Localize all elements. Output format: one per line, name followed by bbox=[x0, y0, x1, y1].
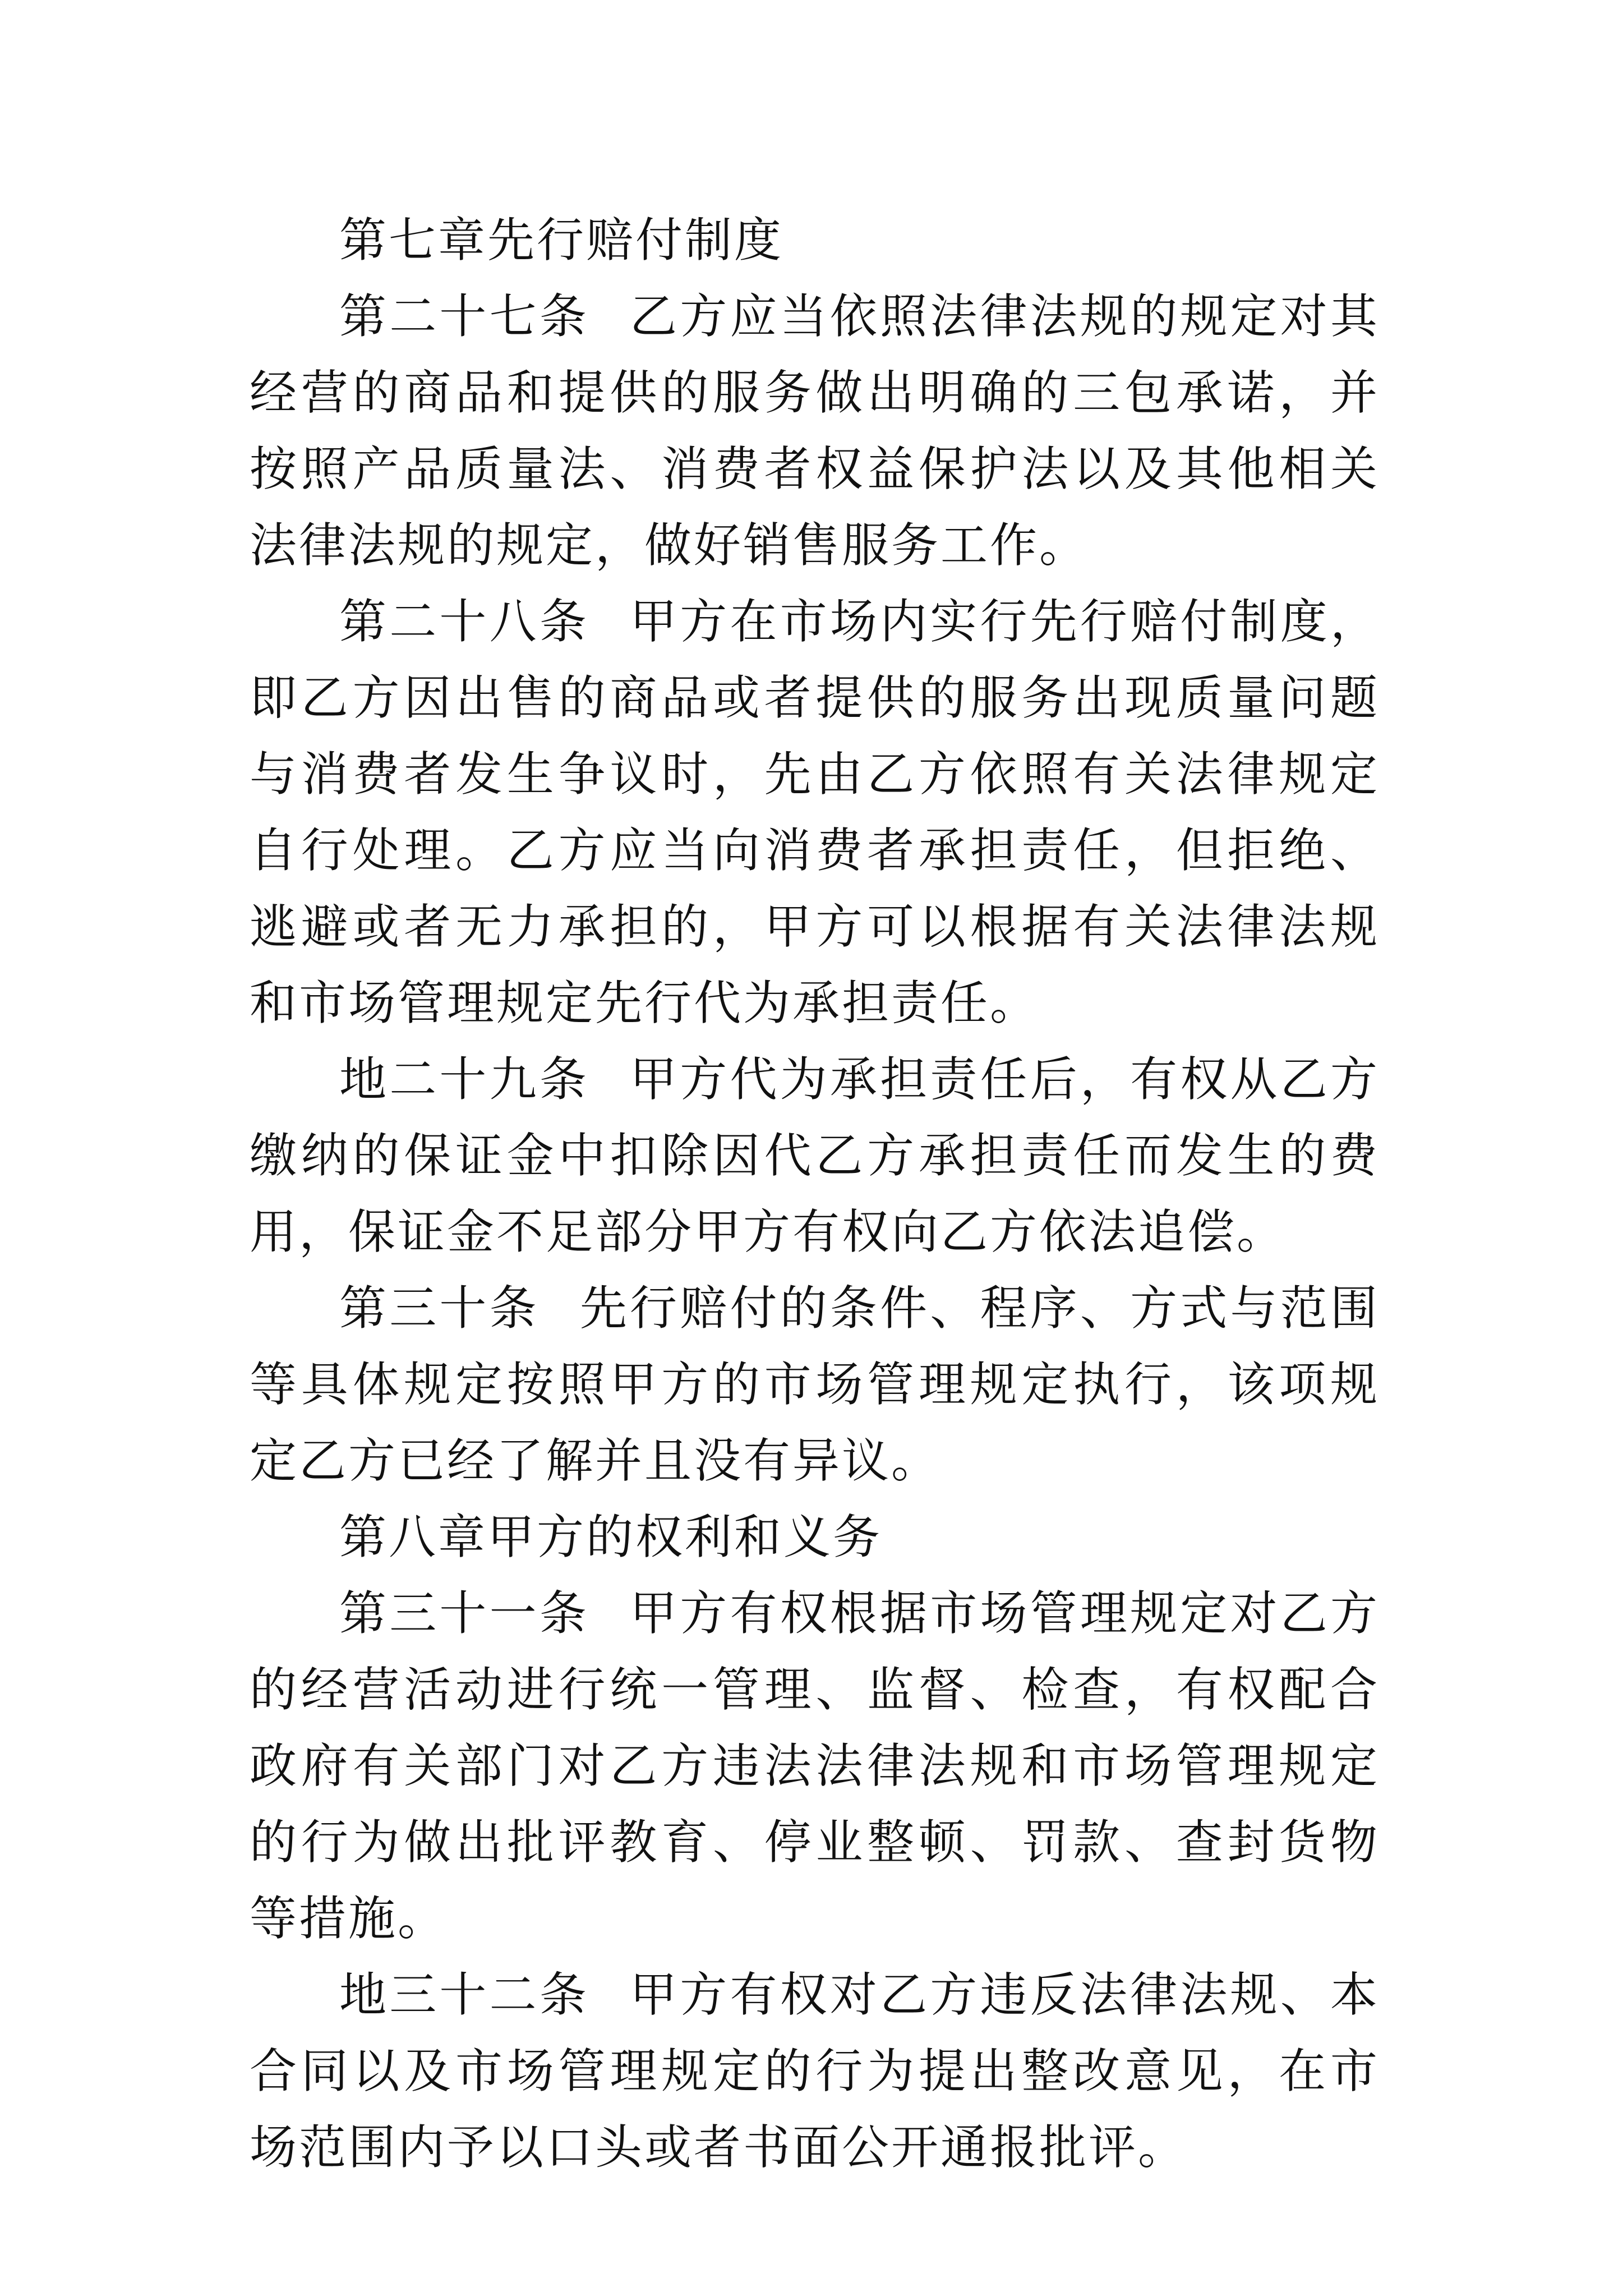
article-number: 地二十九条 bbox=[339, 1052, 590, 1107]
article-27 bbox=[250, 278, 1380, 583]
article-29 bbox=[250, 1041, 1380, 1270]
article-number: 第二十七条 bbox=[339, 289, 590, 344]
article-number: 地三十二条 bbox=[339, 1967, 590, 2022]
article-31 bbox=[250, 1575, 1380, 1957]
article-28 bbox=[250, 583, 1380, 1041]
article-number: 第三十一条 bbox=[339, 1586, 590, 1641]
article-text: 甲方有权根据市场管理规定对乙方的经营活动进行统一管理、监督、检查，有权配合政府有关部门对乙方违法法律法规和市场管理规定的行为做出批评教育、停业整顿、罚款、查封货物等措施。 bbox=[250, 1586, 1380, 1946]
article-number: 第三十条 bbox=[339, 1281, 540, 1336]
article-number: 第二十八条 bbox=[339, 594, 590, 649]
article-text: 甲方在市场内实行先行赔付制度，即乙方因出售的商品或者提供的服务出现质量问题与消费者发生争议时，先由乙方依照有关法律规定自行处理。乙方应当向消费者承担责任，但拒绝、逃避或者无力承担的，甲方可以根据有关法律法规和市场管理规定先行代为承担责任。 bbox=[250, 594, 1380, 1030]
chapter-heading-7: 第七章先行赔付制度 bbox=[339, 213, 784, 268]
article-text: 甲方有权对乙方违反法律法规、本合同以及市场管理规定的行为提出整改意见，在市场范围内予以口头或者书面公开通报批评。 bbox=[250, 1967, 1380, 2175]
article-text: 乙方应当依照法律法规的规定对其经营的商品和提供的服务做出明确的三包承诺，并按照产品质量法、消费者权益保护法以及其他相关法律法规的规定，做好销售服务工作。 bbox=[250, 289, 1380, 573]
article-text: 先行赔付的条件、程序、方式与范围等具体规定按照甲方的市场管理规定执行，该项规定乙方已经了解并且没有异议。 bbox=[250, 1281, 1380, 1488]
article-32 bbox=[250, 1957, 1380, 2185]
document-page bbox=[250, 202, 1380, 2185]
article-text: 甲方代为承担责任后，有权从乙方缴纳的保证金中扣除因代乙方承担责任而发生的费用，保证金不足部分甲方有权向乙方依法追偿。 bbox=[250, 1052, 1380, 1259]
chapter-heading-8: 第八章甲方的权利和义务 bbox=[339, 1510, 883, 1565]
article-30 bbox=[250, 1270, 1380, 1499]
